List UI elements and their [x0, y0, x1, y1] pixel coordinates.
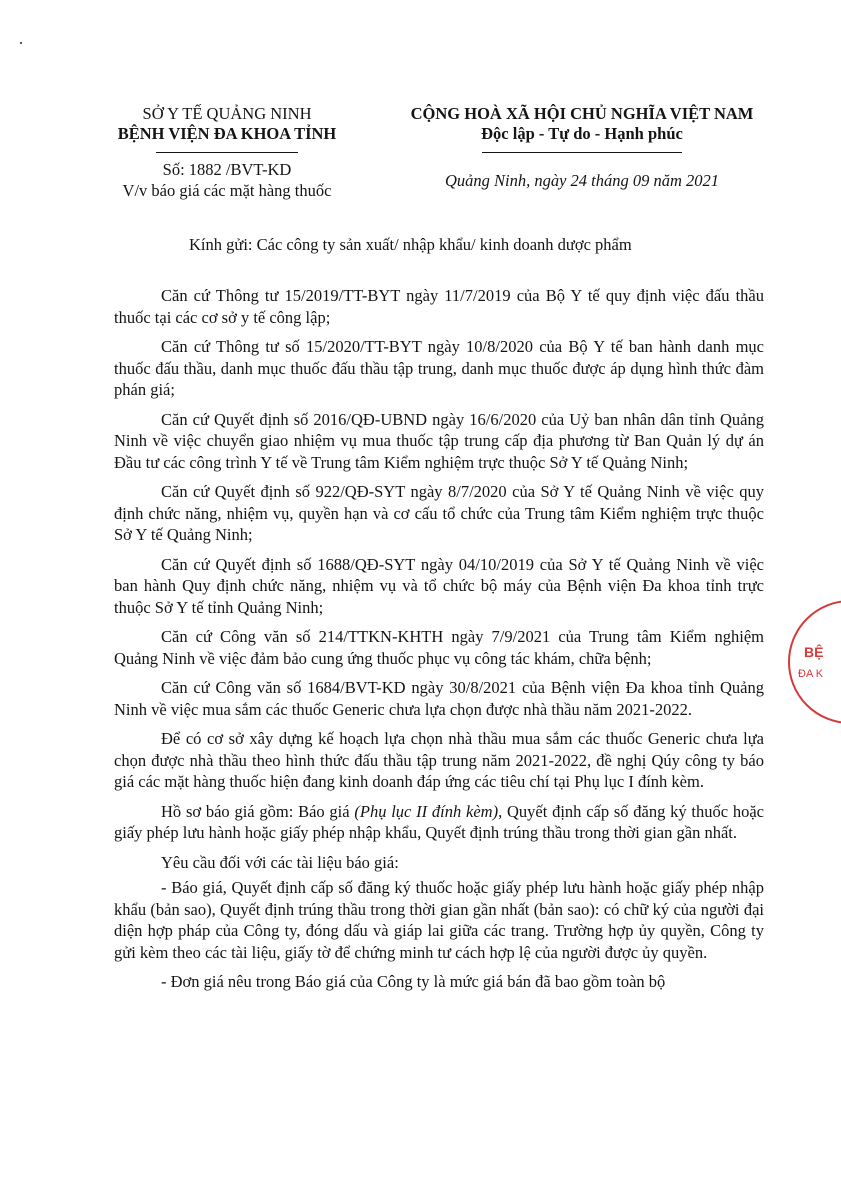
paragraph: Căn cứ Quyết định số 922/QĐ-SYT ngày 8/7/2020 của Sở Y tế Quảng Ninh về việc quy định chức năng, nhiệm vụ, quyền hạn và cơ cấu tổ chức của Trung tâm Kiểm nghiệm trực thuộc Sở Y tế Quảng Ninh; [114, 482, 764, 544]
red-stamp [788, 600, 841, 724]
motto-rule [482, 152, 682, 153]
requirements-title: Yêu cầu đối với các tài liệu báo giá: [161, 852, 399, 872]
document-date: Quảng Ninh, ngày 24 tháng 09 năm 2021 [444, 171, 720, 190]
paragraph: Căn cứ Công văn số 1684/BVT-KD ngày 30/8/2021 của Bệnh viện Đa khoa tỉnh Quảng Ninh về việc mua sắm các thuốc Generic chưa lựa chọn được nhà thầu năm 2021-2022. [114, 678, 764, 719]
scan-speck [20, 42, 22, 44]
dossier-text-start: Hồ sơ báo giá gồm: Báo giá [161, 801, 355, 821]
hospital-name: BỆNH VIỆN ĐA KHOA TỈNH [117, 124, 337, 143]
dossier-text-end: , Quyết định cấp số đăng ký thuốc hoặc giấy phép lưu hành hoặc giấy phép nhập khẩu, Quyết định trúng thầu trong thời gian gần nhất. [114, 801, 765, 842]
stamp-text-lower: ĐA K [798, 668, 824, 680]
stamp-text: BỆ [804, 644, 824, 660]
document-number: Số: 1882 /BVT-KD [162, 160, 292, 179]
document-subject: V/v báo giá các mặt hàng thuốc [122, 181, 332, 200]
paragraph: Căn cứ Công văn số 214/TTKN-KHTH ngày 7/9/2021 của Trung tâm Kiểm nghiệm Quảng Ninh về việc đảm bảo cung ứng thuốc phục vụ công tác khám, chữa bệnh; [114, 627, 764, 668]
paragraph: Căn cứ Thông tư số 15/2020/TT-BYT ngày 10/8/2020 của Bộ Y tế ban hành danh mục thuốc đấu thầu, danh mục thuốc đấu thầu tập trung, danh mục thuốc được áp dụng hình thức đàm phán giá; [114, 337, 764, 399]
recipient-line: Kính gửi: Các công ty sản xuất/ nhập khẩu/ kinh doanh dược phẩm [189, 235, 632, 254]
dossier-paragraph [114, 801, 764, 844]
requirement-item: - Báo giá, Quyết định cấp số đăng ký thuốc hoặc giấy phép lưu hành hoặc giấy phép nhập khẩu (bản sao), Quyết định trúng thầu trong thời gian gần nhất (bản sao): có chữ ký của người đại diện hợp pháp của Công ty, đóng dấu và giáp lai giữa các trang. Trường hợp ủy quyền, Công ty gửi kèm theo các tài liệu, giấy tờ để chứng minh tư cách hợp lệ của người được ủy quyền. [114, 878, 764, 962]
paragraph: Căn cứ Quyết định số 1688/QĐ-SYT ngày 04/10/2019 của Sở Y tế Quảng Ninh về việc ban hành Quy định chức năng, nhiệm vụ và tổ chức bộ máy của Bệnh viện Đa khoa tỉnh trực thuộc Sở Y tế tỉnh Quảng Ninh; [114, 554, 764, 617]
paragraph: Để có cơ sở xây dựng kế hoạch lựa chọn nhà thầu mua sắm các thuốc Generic chưa lựa chọn được nhà thầu theo hình thức đấu thầu tập trung năm 2021-2022, đề nghị Qúy công ty báo giá các mặt hàng thuốc hiện đang kinh doanh đáp ứng các tiêu chí tại Phụ lục I đính kèm. [114, 729, 764, 791]
paragraph: Căn cứ Quyết định số 2016/QĐ-UBND ngày 16/6/2020 của Uỷ ban nhân dân tỉnh Quảng Ninh về việc chuyển giao nhiệm vụ mua thuốc tập trung cấp địa phương từ Ban Quản lý dự án Đầu tư các công trình Y tế về Trung tâm Kiểm nghiệm trực thuộc Sở Y tế Quảng Ninh; [114, 409, 764, 472]
issuer-block [92, 104, 362, 201]
motto: Độc lập - Tự do - Hạnh phúc [481, 124, 683, 143]
paragraph: Căn cứ Thông tư 15/2019/TT-BYT ngày 11/7/2019 của Bộ Y tế quy định việc đấu thầu thuốc tại các cơ sở y tế công lập; [114, 286, 764, 327]
document-body [114, 285, 764, 1001]
dossier-appendix-ref: (Phụ lục II đính kèm) [354, 801, 499, 821]
country-name: CỘNG HOÀ XÃ HỘI CHỦ NGHĨA VIỆT NAM [410, 104, 754, 123]
requirement-item: - Đơn giá nêu trong Báo giá của Công ty là mức giá bán đã bao gồm toàn bộ [161, 972, 666, 991]
national-header [372, 104, 792, 191]
issuer-rule [156, 152, 298, 153]
department-name: SỞ Y TẾ QUẢNG NINH [142, 104, 312, 123]
